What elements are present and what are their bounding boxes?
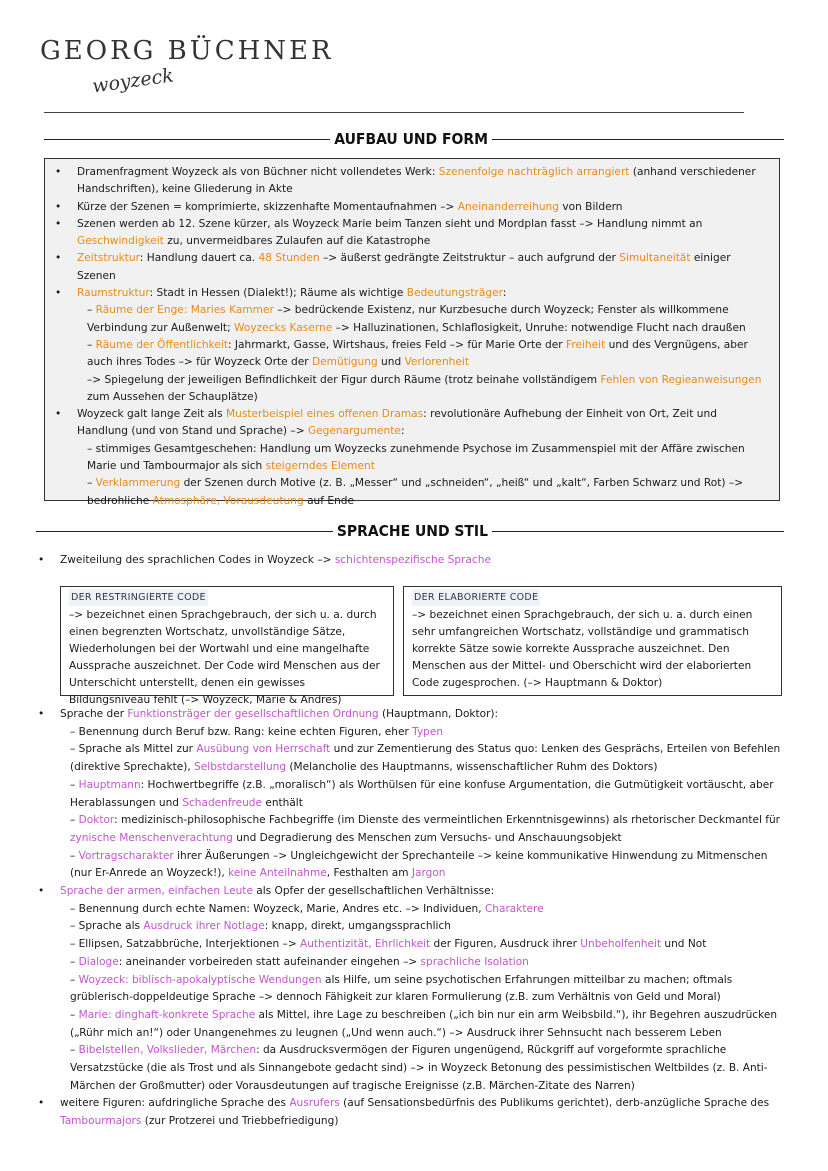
sub-item: –> Spiegelung der jeweiligen Befindlichkeit der Figur durch Räume (trotz beinahe vollständigem Fehlen von Regieanweisungen zum Aussehen der Schauplätze) [87,373,762,403]
section-heading-aufbau [44,130,784,148]
sub-item: – Hauptmann: Hochwertbegriffe (z.B. „moralisch“) als Worthülsen für eine konfuse Argumentation, die Gutmütigkeit vortäuscht, aber Herablassungen und Schadenfreude enthält [70,778,774,809]
page-subtitle: woyzeck [90,64,175,98]
list-item: • weitere Figuren: aufdringliche Sprache des Ausrufers (auf Sensationsbedürfnis des Publikums gerichtet), derb-anzügliche Sprache des Tambourmajors (zur Protzerei und Triebbefriedigung) [36,1095,784,1130]
list-item: • Zweiteilung des sprachlichen Codes in Woyzeck –> schichtenspezifische Sprache [36,552,784,569]
sub-item: – stimmiges Gesamtgeschehen: Handlung um Woyzecks zunehmende Psychose im Zusammenspiel mit der Affäre zwischen Marie und Tambourmajor als sich steigerndes Element [87,442,745,473]
section-heading-sprache [36,522,784,540]
sub-item: – Sprache als Ausdruck ihrer Notlage: knapp, direkt, umgangssprachlich [70,920,451,933]
sprache-intro [36,552,784,569]
list-item: • Szenen werden ab 12. Szene kürzer, als Woyzeck Marie beim Tanzen sieht und Mordplan fasst –> Handlung nimmt an Geschwindigkeit zu, unvermeidbares Zulaufen auf die Katastrophe [53,216,771,251]
sub-item: – Bibelstellen, Volkslieder, Märchen: da Ausdrucksvermögen der Figuren ungenügend, Rückgriff auf vorgeformte sprachliche Versatzstücke (die als Trost und als Sinnangebote gedacht sind) –> in Woyzeck Betonung des pessimistischen Weltbildes (z. B. Anti-Märchen der Großmutter) oder Vorausdeutungen auf tragische Ereignisse (z.B. Märchen-Zitate des Narren) [70,1044,768,1092]
list-item: • Woyzeck galt lange Zeit als Musterbeispiel eines offenen Dramas: revolutionäre Aufhebung der Einheit von Ort, Zeit und Handlung (und von Stand und Sprache) –> Gegenargumente: – stimmiges Gesamtgeschehen: Handlung um Woyzecks zunehmende Psychose im Zusammenspiel mit der Affäre zwischen Marie und Tambourmajor als sich steigerndes Element – Verklammerung der Szenen durch Motive (z. B. „Messer“ und „schneiden“, „heiß“ und „kalt“, Farben Schwarz und Rot) –> bedrohliche Atmosphäre, Vorausdeutung auf Ende [53,406,771,510]
section-heading-label: AUFBAU UND FORM [334,130,488,148]
sprache-list [36,706,784,1131]
sub-item: – Benennung durch echte Namen: Woyzeck, Marie, Andres etc. –> Individuen, Charaktere [70,902,544,915]
list-item: • Raumstruktur: Stadt in Hessen (Dialekt!); Räume als wichtige Bedeutungsträger: – Räume der Enge: Maries Kammer –> bedrückende Existenz, nur Kurzbesuche durch Woyzeck; Fenster als willkommene Verbindung zur Außenwelt; Woyzecks Kaserne –> Halluzinationen, Schlaflosigkeit, Unruhe: notwendige Flucht nach draußen – Räume der Öffentlichkeit: Jahrmarkt, Gasse, Wirtshaus, freies Feld –> für Marie Orte der Freiheit und des Vergnügens, aber auch ihres Todes –> für Woyzeck Orte der Demütigung und Verlorenheit –> Spiegelung der jeweiligen Befindlichkeit der Figur durch Räume (trotz beinahe vollständigem Fehlen von Regieanweisungen zum Aussehen der Schauplätze) [53,285,771,406]
list-item: • Dramenfragment Woyzeck als von Büchner nicht vollendetes Werk: Szenenfolge nachträglich arrangiert (anhand verschiedener Handschriften), keine Gliederung in Akte [53,164,771,199]
sub-item: – Räume der Öffentlichkeit: Jahrmarkt, Gasse, Wirtshaus, freies Feld –> für Marie Orte der Freiheit und des Vergnügens, aber auch ihres Todes –> für Woyzeck Orte der Demütigung und Verlorenheit [87,338,748,369]
section-heading-label: SPRACHE UND STIL [336,522,488,540]
list-item: • Zeitstruktur: Handlung dauert ca. 48 Stunden –> äußerst gedrängte Zeitstruktur – auch aufgrund der Simultaneität einiger Szenen [53,250,771,285]
elaborated-code-box [403,586,782,696]
aufbau-box [44,158,780,507]
sub-item: – Ellipsen, Satzabbrüche, Interjektionen –> Authentizität, Ehrlichkeit der Figuren, Ausdruck ihrer Unbeholfenheit und Not [70,938,707,951]
restricted-code-box [60,586,394,706]
box-text: –> bezeichnet einen Sprachgebrauch, der sich u. a. durch einen begrenzten Wortschatz, unvollständige Sätze, Wiederholungen bei der Wortwahl und eine mangelhafte Aussprache auszeichnet. Der Code wird Menschen aus der Unterschicht unterstellt, denen ein gewisses Bildungsniveau fehlt (–> Woyzeck, Marie & Andres) [69,609,380,706]
sub-item: – Verklammerung der Szenen durch Motive (z. B. „Messer“ und „schneiden“, „heiß“ und „kalt“, Farben Schwarz und Rot) –> bedrohliche Atmosphäre, Vorausdeutung auf Ende [87,477,744,507]
sub-item: – Woyzeck: biblisch-apokalyptische Wendungen als Hilfe, um seine psychotischen Erfahrungen mitteilbar zu machen; oftmals grüblerisch-doppeldeutige Sprache –> dennoch Fähigkeit zur klaren Formulierung (z.B. zum Verhältnis von Geld und Moral) [70,973,733,1004]
sub-item: – Dialoge: aneinander vorbeireden statt aufeinander eingehen –> sprachliche Isolation [70,955,529,968]
list-item: • Sprache der armen, einfachen Leute als Opfer der gesellschaftlichen Verhältnisse: – Benennung durch echte Namen: Woyzeck, Marie, Andres etc. –> Individuen, Charaktere – Sprache als Ausdruck ihrer Notlage: knapp, direkt, umgangssprachlich – Ellipsen, Satzabbrüche, Interjektionen –> Authentizität, Ehrlichkeit der Figuren, Ausdruck ihrer Unbeholfenheit und Not – Dialoge: aneinander vorbeireden statt aufeinander eingehen –> sprachliche Isolation – Woyzeck: biblisch-apokalyptische Wendungen als Hilfe, um seine psychotischen Erfahrungen mitteilbar zu machen; oftmals grüblerisch-doppeldeutige Sprache –> dennoch Fähigkeit zur klaren Formulierung (z.B. zum Verhältnis von Geld und Moral) – Marie: dinghaft-konkrete Sprache als Mittel, ihre Lage zu beschreiben („ich bin nur ein arm Weibsbild.“), ihr Begehren auszudrücken („Rühr mich an!“) oder Unangenehmes zu leugnen („Und wenn auch.“) –> Ausdruck ihrer Sehnsucht nach besserem Leben – Bibelstellen, Volkslieder, Märchen: da Ausdrucksvermögen der Figuren ungenügend, Rückgriff auf vorgeformte sprachliche Versatzstücke (die als Trost und als Sinnangebote gedacht sind) –> in Woyzeck Betonung des pessimistischen Weltbildes (z. B. Anti-Märchen der Großmutter) oder Vorausdeutungen auf tragische Ereignisse (z.B. Märchen-Zitate des Narren) [36,883,784,1095]
box-text: –> bezeichnet einen Sprachgebrauch, der sich u. a. durch einen sehr umfangreichen Wortschatz, vollständige und grammatisch korrekte Sätze sowie korrekte Aussprache auszeichnet. Den Menschen aus der Mittel- und Oberschicht wird der elaborierten Code zugesprochen. (–> Hauptmann & Doktor) [412,609,753,689]
box-title: DER RESTRINGIERTE CODE [69,589,208,606]
sub-item: – Räume der Enge: Maries Kammer –> bedrückende Existenz, nur Kurzbesuche durch Woyzeck; Fenster als willkommene Verbindung zur Außenwelt; Woyzecks Kaserne –> Halluzinationen, Schlaflosigkeit, Unruhe: notwendige Flucht nach draußen [87,304,746,334]
sub-item: – Doktor: medizinisch-philosophische Fachbegriffe (im Dienste des vermeintlichen Erkenntnisgewinns) als rhetorischer Deckmantel für zynische Menschenverachtung und Degradierung des Menschen zum Versuchs- und Anschauungsobjekt [70,814,781,844]
sub-item: – Benennung durch Beruf bzw. Rang: keine echten Figuren, eher Typen [70,725,444,738]
page-title: GEORG BÜCHNER [40,36,334,66]
sub-item: – Vortragscharakter ihrer Äußerungen –> Ungleichgewicht der Sprechanteile –> keine kommunikative Hinwendung zu Mitmenschen (nur Er-Anrede an Woyzeck!), keine Anteilnahme, Festhalten am Jargon [70,849,768,880]
list-item: • Sprache der Funktionsträger der gesellschaftlichen Ordnung (Hauptmann, Doktor): – Benennung durch Beruf bzw. Rang: keine echten Figuren, eher Typen – Sprache als Mittel zur Ausübung von Herrschaft und zur Zementierung des Status quo: Lenken des Gesprächs, Erteilen von Befehlen (direktive Sprechakte), Selbstdarstellung (Melancholie des Hauptmanns, wissenschaftlicher Ruhm des Doktors) – Hauptmann: Hochwertbegriffe (z.B. „moralisch“) als Worthülsen für eine konfuse Argumentation, die Gutmütigkeit vortäuscht, aber Herablassungen und Schadenfreude enthält – Doktor: medizinisch-philosophische Fachbegriffe (im Dienste des vermeintlichen Erkenntnisgewinns) als rhetorischer Deckmantel für zynische Menschenverachtung und Degradierung des Menschen zum Versuchs- und Anschauungsobjekt – Vortragscharakter ihrer Äußerungen –> Ungleichgewicht der Sprechanteile –> keine kommunikative Hinwendung zu Mitmenschen (nur Er-Anrede an Woyzeck!), keine Anteilnahme, Festhalten am Jargon [36,706,784,883]
header-divider [44,112,744,113]
box-title: DER ELABORIERTE CODE [412,589,540,606]
list-item: • Kürze der Szenen = komprimierte, skizzenhafte Momentaufnahmen –> Aneinanderreihung von Bildern [53,199,771,216]
sub-item: – Marie: dinghaft-konkrete Sprache als Mittel, ihre Lage zu beschreiben („ich bin nur ein arm Weibsbild.“), ihr Begehren auszudrücken („Rühr mich an!“) oder Unangenehmes zu leugnen („Und wenn auch.“) –> Ausdruck ihrer Sehnsucht nach besserem Leben [70,1008,778,1039]
sub-item: – Sprache als Mittel zur Ausübung von Herrschaft und zur Zementierung des Status quo: Lenken des Gesprächs, Erteilen von Befehlen (direktive Sprechakte), Selbstdarstellung (Melancholie des Hauptmanns, wissenschaftlicher Ruhm des Doktors) [70,743,781,774]
